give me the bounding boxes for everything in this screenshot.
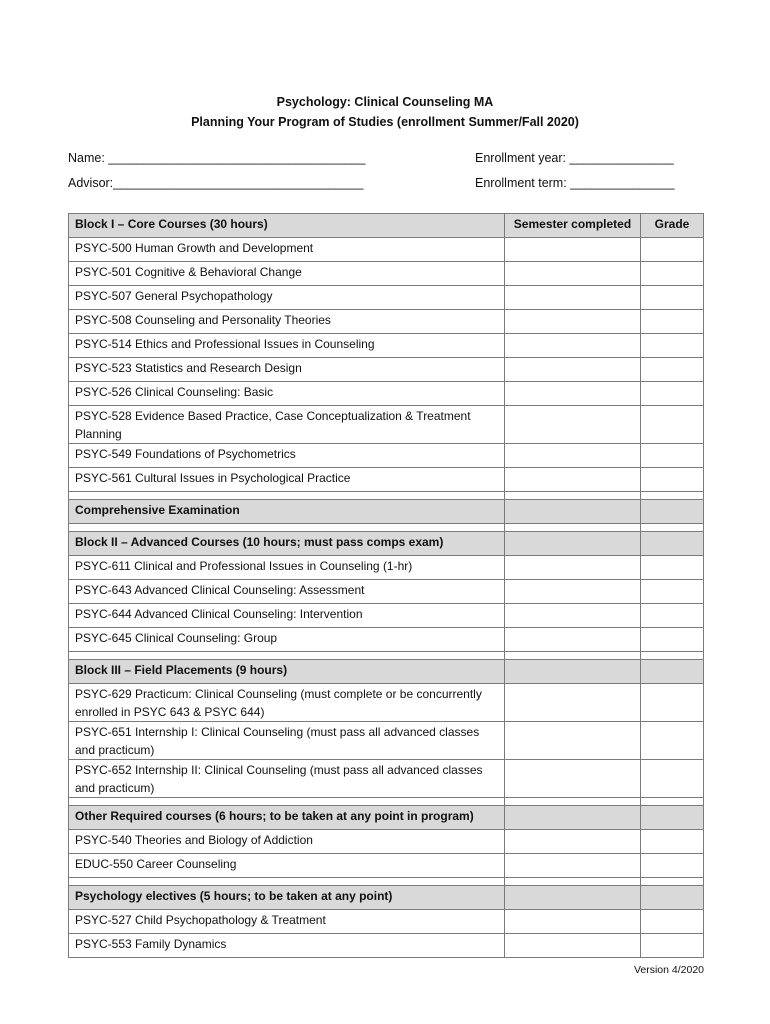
table-row xyxy=(69,722,704,760)
enrollment-term-field[interactable]: Enrollment term: _______________ xyxy=(475,176,675,190)
semester-cell[interactable] xyxy=(505,358,641,382)
grade-cell[interactable] xyxy=(641,500,704,524)
spacer-row xyxy=(69,492,704,500)
grade-cell[interactable] xyxy=(641,310,704,334)
course-name: PSYC-500 Human Growth and Development xyxy=(69,238,505,262)
table-row xyxy=(69,382,704,406)
course-name: PSYC-611 Clinical and Professional Issues in Counseling (1-hr) xyxy=(69,556,505,580)
semester-cell[interactable] xyxy=(505,262,641,286)
advisor-field[interactable]: Advisor:____________________________________ xyxy=(68,176,364,190)
spacer-row xyxy=(69,524,704,532)
course-name: PSYC-629 Practicum: Clinical Counseling (must complete or be concurrently enrolled in PSYC 643 & PSYC 644) xyxy=(69,684,505,722)
course-name: PSYC-501 Cognitive & Behavioral Change xyxy=(69,262,505,286)
table-row xyxy=(69,760,704,798)
block-2-header: Block II – Advanced Courses (10 hours; must pass comps exam) xyxy=(69,532,505,556)
grade-cell[interactable] xyxy=(641,628,704,652)
semester-cell[interactable] xyxy=(505,722,641,760)
grade-cell[interactable] xyxy=(641,854,704,878)
program-plan-table xyxy=(68,213,704,958)
spacer-row xyxy=(69,878,704,886)
electives-header-row xyxy=(69,886,704,910)
grade-cell[interactable] xyxy=(641,468,704,492)
grade-cell[interactable] xyxy=(641,722,704,760)
electives-header: Psychology electives (5 hours; to be taken at any point) xyxy=(69,886,505,910)
table-row xyxy=(69,406,704,444)
course-name: PSYC-652 Internship II: Clinical Counseling (must pass all advanced classes and practicum) xyxy=(69,760,505,798)
other-required-header-row xyxy=(69,806,704,830)
semester-cell[interactable] xyxy=(505,934,641,958)
grade-cell[interactable] xyxy=(641,556,704,580)
table-row xyxy=(69,334,704,358)
semester-cell[interactable] xyxy=(505,684,641,722)
course-name: PSYC-514 Ethics and Professional Issues in Counseling xyxy=(69,334,505,358)
grade-cell[interactable] xyxy=(641,238,704,262)
grade-cell[interactable] xyxy=(641,286,704,310)
semester-cell[interactable] xyxy=(505,310,641,334)
grade-cell[interactable] xyxy=(641,684,704,722)
semester-cell[interactable] xyxy=(505,444,641,468)
table-row xyxy=(69,358,704,382)
block-1-header: Block I – Core Courses (30 hours) xyxy=(69,214,505,238)
course-name: PSYC-527 Child Psychopathology & Treatment xyxy=(69,910,505,934)
course-name: PSYC-644 Advanced Clinical Counseling: Intervention xyxy=(69,604,505,628)
block-1-header-row xyxy=(69,214,704,238)
grade-cell[interactable] xyxy=(641,406,704,444)
course-name: PSYC-508 Counseling and Personality Theories xyxy=(69,310,505,334)
grade-cell[interactable] xyxy=(641,334,704,358)
name-field[interactable]: Name: _____________________________________ xyxy=(68,151,366,165)
grade-cell[interactable] xyxy=(641,382,704,406)
semester-completed-header: Semester completed xyxy=(505,214,641,238)
course-name: PSYC-651 Internship I: Clinical Counseling (must pass all advanced classes and practicum) xyxy=(69,722,505,760)
comprehensive-exam-row xyxy=(69,500,704,524)
course-name: PSYC-526 Clinical Counseling: Basic xyxy=(69,382,505,406)
table-row xyxy=(69,604,704,628)
course-name: PSYC-645 Clinical Counseling: Group xyxy=(69,628,505,652)
other-required-header: Other Required courses (6 hours; to be taken at any point in program) xyxy=(69,806,505,830)
semester-cell[interactable] xyxy=(505,556,641,580)
document-title: Psychology: Clinical Counseling MA xyxy=(276,95,494,109)
table-row xyxy=(69,556,704,580)
course-name: PSYC-540 Theories and Biology of Addiction xyxy=(69,830,505,854)
spacer-row xyxy=(69,652,704,660)
block-2-header-row xyxy=(69,532,704,556)
course-name: PSYC-561 Cultural Issues in Psychological Practice xyxy=(69,468,505,492)
semester-cell[interactable] xyxy=(505,500,641,524)
block-3-header-row xyxy=(69,660,704,684)
table-row xyxy=(69,580,704,604)
course-name: PSYC-507 General Psychopathology xyxy=(69,286,505,310)
semester-cell[interactable] xyxy=(505,468,641,492)
table-row xyxy=(69,310,704,334)
semester-cell[interactable] xyxy=(505,830,641,854)
enrollment-year-field[interactable]: Enrollment year: _______________ xyxy=(475,151,674,165)
table-row xyxy=(69,854,704,878)
table-row xyxy=(69,468,704,492)
comprehensive-exam-header: Comprehensive Examination xyxy=(69,500,505,524)
table-row xyxy=(69,684,704,722)
semester-cell[interactable] xyxy=(505,604,641,628)
table-row xyxy=(69,286,704,310)
table-row xyxy=(69,262,704,286)
grade-cell[interactable] xyxy=(641,760,704,798)
course-name: PSYC-553 Family Dynamics xyxy=(69,934,505,958)
table-row xyxy=(69,628,704,652)
course-name: PSYC-549 Foundations of Psychometrics xyxy=(69,444,505,468)
table-row xyxy=(69,934,704,958)
course-name: PSYC-643 Advanced Clinical Counseling: Assessment xyxy=(69,580,505,604)
version-label: Version 4/2020 xyxy=(633,964,704,976)
grade-cell[interactable] xyxy=(641,830,704,854)
semester-cell[interactable] xyxy=(505,382,641,406)
semester-cell[interactable] xyxy=(505,628,641,652)
grade-cell[interactable] xyxy=(641,934,704,958)
semester-cell[interactable] xyxy=(505,580,641,604)
course-name: EDUC-550 Career Counseling xyxy=(69,854,505,878)
grade-header: Grade xyxy=(641,214,704,238)
spacer-row xyxy=(69,798,704,806)
semester-cell[interactable] xyxy=(505,406,641,444)
course-name: PSYC-528 Evidence Based Practice, Case Conceptualization & Treatment Planning xyxy=(69,406,505,444)
grade-cell[interactable] xyxy=(641,358,704,382)
course-name: PSYC-523 Statistics and Research Design xyxy=(69,358,505,382)
grade-cell[interactable] xyxy=(641,444,704,468)
grade-cell[interactable] xyxy=(641,604,704,628)
block-3-header: Block III – Field Placements (9 hours) xyxy=(69,660,505,684)
document-subtitle: Planning Your Program of Studies (enrollment Summer/Fall 2020) xyxy=(191,115,579,129)
table-row xyxy=(69,444,704,468)
semester-cell[interactable] xyxy=(505,238,641,262)
semester-cell[interactable] xyxy=(505,760,641,798)
grade-cell[interactable] xyxy=(641,580,704,604)
grade-cell[interactable] xyxy=(641,262,704,286)
semester-cell[interactable] xyxy=(505,910,641,934)
semester-cell[interactable] xyxy=(505,334,641,358)
semester-cell[interactable] xyxy=(505,286,641,310)
grade-cell[interactable] xyxy=(641,910,704,934)
semester-cell[interactable] xyxy=(505,854,641,878)
table-row xyxy=(69,910,704,934)
table-row xyxy=(69,830,704,854)
table-row xyxy=(69,238,704,262)
